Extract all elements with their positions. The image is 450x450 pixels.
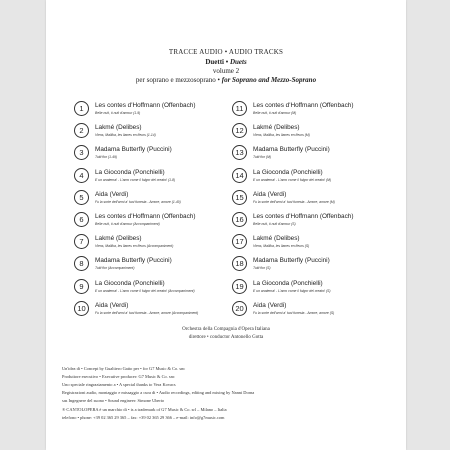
footer-line: sas Ingegnere del suono • Sound engineer: Simone Uberto — [62, 398, 165, 403]
track-item — [74, 145, 234, 165]
orchestra-credit: Orchestra della Compagnia d'Opera Italiana — [182, 327, 270, 332]
track-title: Lakmé (Delibes) — [253, 235, 300, 243]
track-subtitle: Fu la sorte dell'armi a' tuoi funesta - Amore, amore (S) — [253, 310, 335, 315]
track-title: Madama Butterfly (Puccini) — [95, 257, 172, 265]
header-duetti: Duetti • — [205, 58, 230, 66]
track-title: La Gioconda (Ponchielli) — [253, 279, 323, 287]
track-title: Les contes d'Hoffmann (Offenbach) — [95, 213, 196, 220]
track-number-badge: 8 — [74, 256, 89, 271]
track-number-badge: 10 — [74, 301, 89, 316]
track-number-badge: 20 — [232, 301, 247, 316]
footer-line: ® CANTOLOPERA è un marchio di • is a trademark of G7 Music & Co. srl – Milano – Italia — [62, 407, 227, 412]
track-item — [232, 234, 392, 254]
track-subtitle: Viens, Mallika, les lianes en fleurs (S) — [253, 244, 310, 249]
track-number-badge: 7 — [74, 234, 89, 249]
track-subtitle: Fu la sorte dell'armi a' tuoi funesta - Amore, amore (M) — [253, 199, 335, 204]
track-subtitle: Tutti fior (S) — [253, 266, 271, 271]
footer-line: Registrazioni audio, montaggio e missaggio a cura di • Audio recordings, editing and mixing by Nanni Dorna — [62, 390, 255, 395]
track-subtitle: Belle nuit, ô nuit d'amour (1-9) — [95, 111, 141, 115]
track-number-badge: 9 — [74, 279, 89, 294]
footer-line: Produttore esecutivo • Executive producer: G7 Music & Co. snc — [62, 374, 175, 379]
track-number-badge: 15 — [232, 190, 247, 205]
track-subtitle: E un anatema! - L'amo come il fulgor del creato! (1-8) — [95, 177, 176, 182]
track-item — [74, 256, 234, 276]
track-number-badge: 11 — [232, 101, 247, 116]
track-number-badge: 1 — [74, 101, 89, 116]
track-item — [232, 123, 392, 143]
track-title: Madama Butterfly (Puccini) — [253, 146, 330, 154]
footer-line: Un'idea di • Concept by Gualtiero Gatto per • for G7 Music & Co. snc — [62, 366, 186, 371]
track-item — [232, 145, 392, 165]
track-number-badge: 19 — [232, 279, 247, 294]
track-item — [74, 101, 234, 121]
track-subtitle: Fu la sorte dell'armi a' tuoi funesta - Amore, amore (1-40) — [95, 199, 181, 204]
track-item — [74, 123, 234, 143]
track-subtitle: Fu la sorte dell'armi a' tuoi funesta - Amore, amore (Accompaniment) — [95, 310, 199, 315]
track-item — [74, 190, 234, 210]
track-subtitle: Tutti fior (1-49) — [95, 155, 117, 160]
track-item — [74, 279, 234, 299]
track-subtitle: E un anatema! - L'amo come il fulgor del creato! (Accompaniment) — [95, 288, 195, 293]
track-subtitle: Belle nuit, ô nuit d'amour (Accompaniment) — [95, 222, 160, 226]
track-subtitle: Viens, Mallika, les lianes en fleurs (Accompaniment) — [95, 244, 174, 249]
track-title: Madama Butterfly (Puccini) — [253, 257, 330, 265]
track-subtitle: Viens, Mallika, les lianes en fleurs (M) — [253, 133, 310, 138]
header-subtitle — [46, 58, 406, 66]
track-subtitle: Belle nuit, ô nuit d'amour (M) — [253, 111, 297, 115]
header-voices-en: for Soprano and Mezzo-Soprano — [221, 76, 317, 84]
track-number-badge: 6 — [74, 212, 89, 227]
header-voices-it: per soprano e mezzosoprano • — [135, 76, 222, 84]
track-title: La Gioconda (Ponchielli) — [253, 168, 323, 176]
track-subtitle: Viens, Mallika, les lianes en fleurs (1-14) — [95, 133, 156, 138]
track-title: Les contes d'Hoffmann (Offenbach) — [95, 102, 196, 109]
track-title: Lakmé (Delibes) — [95, 124, 142, 132]
track-subtitle: E un anatema! - L'amo come il fulgor del creato! (M) — [253, 177, 332, 182]
header-volume: volume 2 — [212, 67, 240, 75]
track-title: La Gioconda (Ponchielli) — [95, 279, 165, 287]
header-title: TRACCE AUDIO • AUDIO TRACKS — [168, 48, 284, 56]
track-item — [232, 256, 392, 276]
track-item — [232, 101, 392, 121]
header-duets: Duets — [229, 58, 247, 66]
track-item — [74, 301, 234, 321]
track-title: Madama Butterfly (Puccini) — [95, 146, 172, 154]
track-item — [74, 212, 234, 232]
footer-line: Uno speciale ringraziamento a • A special thanks to Vera Kovacs — [62, 382, 176, 387]
track-number-badge: 4 — [74, 168, 89, 183]
track-number-badge: 2 — [74, 123, 89, 138]
track-title: Les contes d'Hoffmann (Offenbach) — [253, 102, 354, 109]
track-title: Aida (Verdi) — [253, 190, 287, 198]
track-item — [74, 234, 234, 254]
track-item — [232, 168, 392, 188]
conductor-credit: direttore • conductor Antonello Gotta — [188, 335, 264, 340]
track-title: La Gioconda (Ponchielli) — [95, 168, 165, 176]
track-title: Lakmé (Delibes) — [253, 124, 300, 132]
track-subtitle: Tutti fior (Accompaniment) — [95, 266, 135, 271]
track-item — [232, 212, 392, 232]
track-number-badge: 12 — [232, 123, 247, 138]
track-title: Aida (Verdi) — [95, 301, 129, 309]
track-subtitle: Tutti fior (M) — [253, 155, 272, 160]
track-number-badge: 14 — [232, 168, 247, 183]
track-number-badge: 3 — [74, 145, 89, 160]
track-subtitle: E un anatema! - L'amo come il fulgor del creato! (S) — [253, 288, 331, 293]
track-item — [232, 301, 392, 321]
track-item — [232, 279, 392, 299]
track-title: Lakmé (Delibes) — [95, 235, 142, 243]
footer-line: telefono • phone: +39 02 365 29 365 – fax: +39 02 365 29 366 – e-mail: info@g7music.com — [62, 415, 225, 420]
track-number-badge: 13 — [232, 145, 247, 160]
track-title: Les contes d'Hoffmann (Offenbach) — [253, 213, 354, 220]
booklet-page — [46, 0, 406, 450]
track-subtitle: Belle nuit, ô nuit d'amour (S) — [253, 222, 296, 226]
track-number-badge: 5 — [74, 190, 89, 205]
track-number-badge: 18 — [232, 256, 247, 271]
track-item — [232, 190, 392, 210]
track-item — [74, 168, 234, 188]
track-title: Aida (Verdi) — [253, 301, 287, 309]
header-voices — [46, 76, 406, 84]
track-number-badge: 17 — [232, 234, 247, 249]
track-title: Aida (Verdi) — [95, 190, 129, 198]
track-number-badge: 16 — [232, 212, 247, 227]
